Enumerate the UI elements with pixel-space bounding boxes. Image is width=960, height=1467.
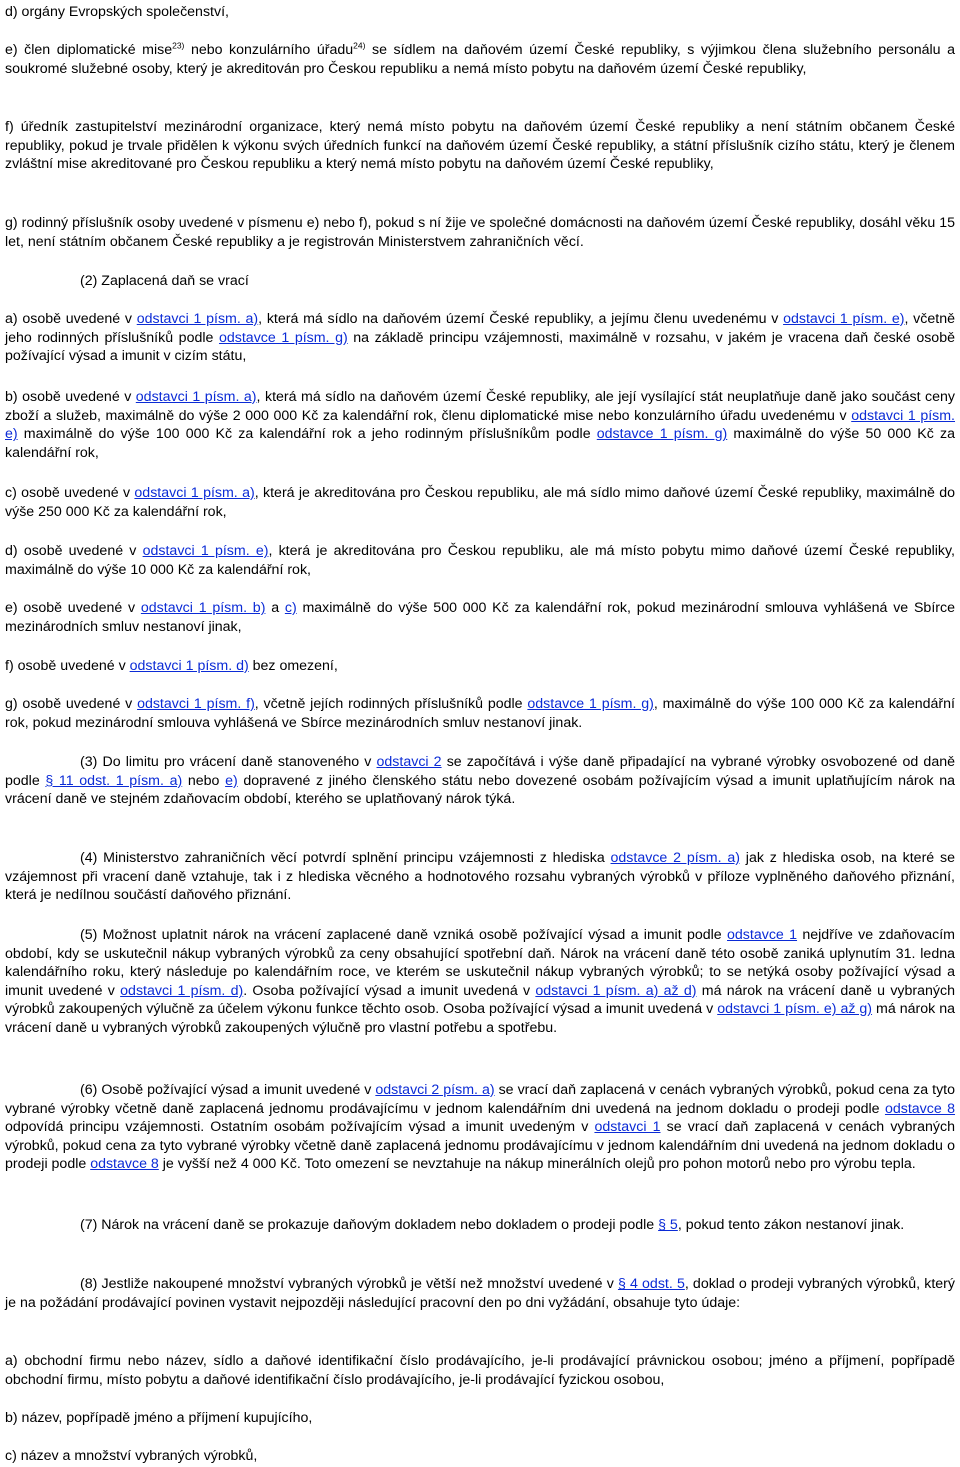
paragraph-6 [5, 1081, 955, 1174]
text-run: g) rodinný příslušník osoby uvedené v písmenu e) nebo f), pokud s ní žije ve společné domácnosti na daňovém území České republiky, dosáhl věku 15 let, není státním občanem České republiky a je registrován Ministerstvem zahraničních věcí. [5, 215, 955, 250]
text-run: , včetně jeho rodinných příslušníků podle [5, 311, 955, 346]
legal-reference-link[interactable]: § 11 odst. 1 písm. a) [45, 772, 183, 789]
legal-reference-link[interactable]: odstavce 2 písm. a) [610, 850, 740, 866]
legal-reference-link[interactable]: odstavce 1 [727, 927, 798, 943]
text-run: maximálně do výše 500 000 Kč za kalendářní rok, pokud mezinárodní smlouva vyhlášená ve Sbírce mezinárodních smluv nestanoví jinak, [5, 600, 955, 635]
footnote-marker: 24) [353, 40, 366, 51]
text-run: maximálně do výše 50 000 Kč za kalendářní rok, [5, 426, 955, 461]
text-run: na základě principu vzájemnosti, maximálně v rozsahu, v jakém je vracena daň české osobě požívající výsad a imunit v cizím státu, [5, 329, 955, 365]
paragraph-5 [5, 926, 955, 1038]
legal-reference-link[interactable]: odstavce 8 [90, 1156, 159, 1173]
text-run: d) orgány Evropských společenství, [5, 4, 229, 20]
item-d-text [5, 3, 955, 22]
text-run: (6) Osobě požívající výsad a imunit uvedené v [80, 1082, 376, 1098]
legal-reference-link[interactable]: odstavce 1 písm. g) [596, 426, 728, 443]
legal-reference-link[interactable]: odstavci 1 písm. a) [134, 485, 255, 501]
text-run: dopravené z jiného členského státu nebo dovezené osobám požívajícím výsad a imunit uplatňujícím nárok na vrácení daně ve stejném zdaňovacím období, kterého se uplatňovaný nárok týká. [5, 772, 956, 808]
legal-reference-link[interactable]: odstavce 1 písm. g) [218, 329, 348, 346]
legal-reference-link[interactable]: § 4 odst. 5 [617, 1276, 685, 1292]
text-run: se započítává i výše daně připadající na vybrané výrobky osvobozené od daně podle [5, 754, 955, 789]
text-run: nebo konzulárního úřadu [184, 42, 354, 58]
text-run: je vyšší než 4 000 Kč. Toto omezení se nevztahuje na nákup minerálních olejů pro pohon motorů nebo pro výrobu tepla. [158, 1156, 916, 1173]
text-run: , která má sídlo na daňovém území České republiky, ale její vysílající stát neuplatňuje daně jako součást ceny zboží a služeb, maximálně do výše 2 000 000 Kč za kalendářní rok, členu diplomatické mise nebo konzulárního úřadu uvedenému v [5, 389, 955, 424]
text-run: má nárok na vrácení daně u vybraných výrobků zakoupených výlučně za účelem výkonu funkce těchto osob. Osoba požívající výsad a imunit uvedená v [5, 982, 955, 1018]
text-run: d) osobě uvedené v [5, 543, 143, 559]
text-run: se sídlem na daňovém území České republiky, s výjimkou člena služebního personálu a soukromé služebné osoby, který je akreditován pro Českou republiku a nemá místo pobytu na daňovém území České republiky, [5, 42, 955, 77]
text-run: (5) Možnost uplatnit nárok na vrácení zaplacené daně vzniká osobě požívající výsad a imunit podle [80, 927, 728, 943]
legal-reference-link[interactable]: odstavci 2 písm. a) [375, 1082, 495, 1098]
text-run: f) úředník zastupitelství mezinárodní organizace, který nemá místo pobytu na daňovém území České republiky a není státním občanem České republiky, pokud je trvale přidělen k výkonu svých úředních funkcí na daňovém území České republiky, a státní příslušník cizího státu, který je členem zvláštní mise akreditované pro Českou republiku a který nemá místo pobytu na daňovém území České republiky, [5, 119, 955, 173]
item-e-text [5, 41, 955, 78]
text-run: , která má sídlo na daňovém území České republiky, a jejímu členu uvedenému v [258, 311, 784, 327]
text-run: se vrací daň zaplacená v cenách vybraných výrobků, pokud cena za tyto vybrané výrobky včetně daně zaplacená jednomu prodávajícímu v jednom kalendářním dni uvedená na jednom dokladu o prodeji podle [5, 1082, 955, 1117]
text-run: (2) Zaplacená daň se vrací [80, 273, 249, 289]
paragraph-2-item-c [5, 484, 955, 521]
legal-reference-link[interactable]: odstavci 1 písm. e) [142, 543, 269, 559]
text-run: (7) Nárok na vrácení daně se prokazuje daňovým dokladem nebo dokladem o prodeji podle [80, 1217, 659, 1233]
text-run: , pokud tento zákon nestanoví jinak. [677, 1217, 905, 1233]
text-run: . Osoba požívající výsad a imunit uvedená v [243, 982, 536, 999]
legal-reference-link[interactable]: odstavci 1 písm. b) [140, 600, 266, 616]
text-run: b) osobě uvedené v [5, 389, 136, 405]
paragraph-2-item-f [5, 657, 955, 676]
legal-reference-link[interactable]: odstavce 8 [884, 1100, 956, 1117]
text-run: e) osobě uvedené v [5, 600, 141, 616]
text-run: , která je akreditována pro Českou republiku, ale má místo pobytu mimo daňové území České republiky, maximálně do výše 10 000 Kč za kalendářní rok, [5, 543, 955, 578]
text-run: odpovídá principu vzájemnosti. Ostatním osobám požívajícím výsad a imunit uvedeným v [5, 1119, 595, 1136]
text-run: a) obchodní firmu nebo název, sídlo a daňové identifikační číslo prodávajícího, je-li prodávající právnickou osobou; jméno a příjmení, popřípadě obchodní firmu, místo pobytu a daňové identifikační číslo prodávajícího, je-li prodávající fyzickou osobou, [5, 1353, 955, 1388]
legal-reference-link[interactable]: odstavci 1 písm. e) [5, 407, 956, 443]
text-run: se vrací daň zaplacená v cenách vybraných výrobků, pokud cena za tyto vybrané výrobky včetně daně zaplacená jednomu prodávajícímu v jednom kalendářním dni uvedená na jednom dokladu o prodeji podle [5, 1119, 955, 1173]
text-run: c) název a množství vybraných výrobků, [5, 1448, 258, 1464]
paragraph-8-item-b [5, 1409, 955, 1428]
legal-reference-link[interactable]: odstavci 1 písm. d) [120, 982, 244, 999]
footnote-marker: 23) [172, 40, 185, 51]
legal-reference-link[interactable]: e) [225, 772, 238, 789]
paragraph-7 [5, 1216, 955, 1235]
text-run: g) osobě uvedené v [5, 696, 138, 712]
legal-reference-link[interactable]: odstavci 2 [376, 754, 442, 770]
paragraph-8-item-c [5, 1447, 955, 1466]
legal-reference-link[interactable]: odstavce 1 písm. g) [527, 696, 654, 712]
text-run: nebo [182, 772, 226, 789]
legal-reference-link[interactable]: odstavci 1 písm. f) [137, 696, 255, 712]
item-f-text [5, 118, 955, 174]
paragraph-4 [5, 849, 955, 905]
text-run: (4) Ministerstvo zahraničních věcí potvrdí splnění principu vzájemnosti z hlediska [80, 850, 611, 866]
text-run: f) osobě uvedené v [5, 658, 130, 674]
legal-reference-link[interactable]: odstavci 1 písm. a) [136, 311, 259, 327]
text-run: má nárok na vrácení daně u vybraných výrobků zakoupených výlučně pro vlastní potřebu a spotřebu. [5, 1001, 956, 1036]
legal-reference-link[interactable]: c) [284, 600, 297, 616]
paragraph-2-item-a [5, 310, 955, 366]
text-run: bez omezení, [248, 658, 338, 674]
paragraph-2-item-e [5, 599, 955, 636]
legal-reference-link[interactable]: odstavci 1 písm. a) až d) [535, 982, 697, 999]
legal-reference-link[interactable]: odstavci 1 písm. e) až g) [717, 1001, 873, 1018]
legal-reference-link[interactable]: odstavci 1 písm. e) [783, 311, 905, 327]
text-run: a) osobě uvedené v [5, 311, 137, 327]
text-run: nejdříve ve zdaňovacím období, kdy se uskutečnil nákup vybraných výrobků za ceny obsahující spotřební daň. Nárok na vrácení daně této osobě zaniká uplynutím 31. ledna kalendářního roku, který následuje po kalendářním roce, ve kterém se uskutečnil nákup vybraných výrobků; to se netýká osoby požívající výsad a imunit uvedené v [5, 927, 955, 999]
paragraph-2-item-g [5, 695, 955, 732]
text-run: , včetně jejích rodinných příslušníků podle [254, 696, 528, 712]
text-run: b) název, popřípadě jméno a příjmení kupujícího, [5, 1410, 313, 1426]
paragraph-2-item-b [5, 388, 955, 462]
legal-reference-link[interactable]: odstavci 1 [594, 1119, 661, 1136]
text-run: , která je akreditována pro Českou republiku, ale má sídlo mimo daňové území České republiky, maximálně do výše 250 000 Kč za kalendářní rok, [5, 485, 955, 520]
text-run: e) člen diplomatické mise [5, 42, 173, 58]
paragraph-8-item-a [5, 1352, 955, 1389]
text-run: jak z hlediska osob, na které se vzájemnost při vracení daně vztahuje, tak i z hlediska věcného a hodnotového rozsahu vybraných výrobků v příloze vyplněného daňového přiznání, která je nedílnou součástí daňového přiznání. [5, 850, 955, 904]
paragraph-3 [5, 753, 955, 809]
paragraph-2-heading [5, 272, 955, 291]
paragraph-2-item-d [5, 542, 955, 579]
text-run: (8) Jestliže nakoupené množství vybraných výrobků je větší než množství uvedené v [80, 1276, 618, 1292]
text-run: (3) Do limitu pro vrácení daně stanoveného v [80, 754, 377, 770]
text-run: c) osobě uvedené v [5, 485, 135, 501]
text-run: , maximálně do výše 100 000 Kč za kalendářní rok, pokud mezinárodní smlouva vyhlášená ve Sbírce mezinárodních smluv nestanoví jinak. [5, 696, 955, 731]
text-run: , doklad o prodeji vybraných výrobků, který je na požádání prodávající povinen vystavit nejpozději následující pracovní den po dni vyžádání, obsahuje tyto údaje: [5, 1276, 955, 1311]
item-g-text [5, 214, 955, 251]
paragraph-8 [5, 1275, 955, 1312]
text-run: a [265, 600, 285, 616]
legal-reference-link[interactable]: odstavci 1 písm. a) [135, 389, 257, 405]
text-run: maximálně do výše 100 000 Kč za kalendářní rok a jeho rodinným příslušníkům podle [17, 426, 597, 443]
legal-reference-link[interactable]: odstavci 1 písm. d) [129, 658, 249, 674]
legal-reference-link[interactable]: § 5 [658, 1217, 678, 1233]
